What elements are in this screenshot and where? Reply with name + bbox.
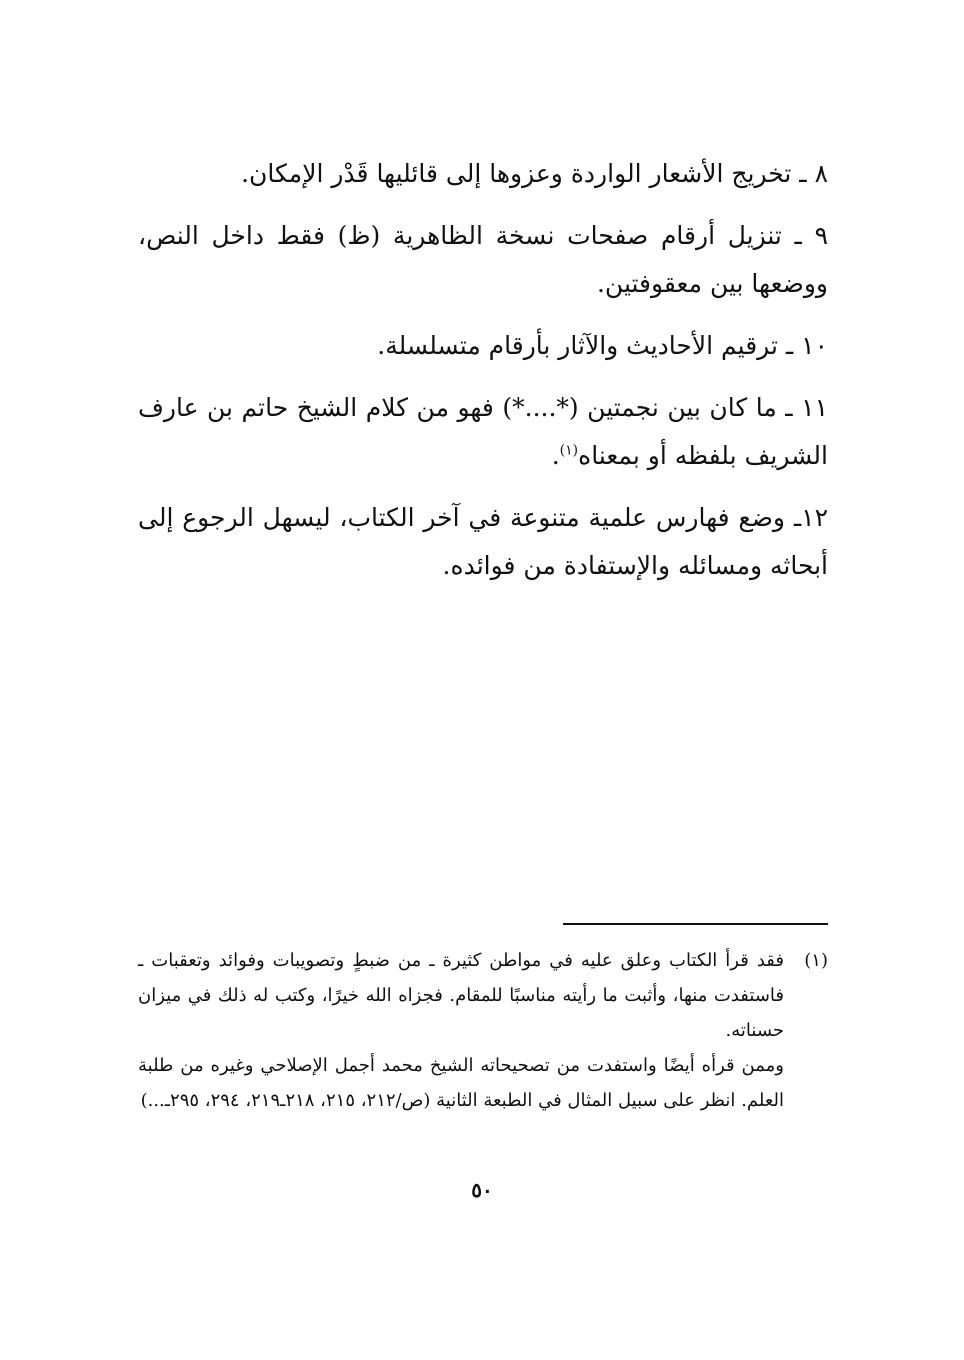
footnote-1 bbox=[138, 943, 828, 1118]
list-item bbox=[138, 384, 828, 480]
item-8-text: ٨ ـ تخريج الأشعار الواردة وعزوها إلى قائليها قَدْر الإمكان. bbox=[241, 159, 828, 188]
main-text-block bbox=[138, 150, 828, 604]
footnote-divider bbox=[563, 923, 828, 925]
list-item bbox=[138, 150, 828, 198]
list-item bbox=[138, 322, 828, 370]
footnote-marker: (١) bbox=[804, 950, 828, 971]
item-9-text: ٩ ـ تنزيل أرقام صفحات نسخة الظاهرية (ظ) فقط داخل النص، ووضعها بين معقوفتين. bbox=[138, 221, 828, 298]
item-11-text: ١١ ـ ما كان بين نجمتين (*....*) فهو من كلام الشيخ حاتم بن عارف الشريف بلفظه أو بمعناه bbox=[138, 393, 828, 470]
item-11-paragraph bbox=[138, 384, 828, 480]
footnote-paragraph-2: وممن قرأه أيضًا واستفدت من تصحيحاته الشيخ محمد أجمل الإصلاحي وغيره من طلبة العلم. انظر على سبيل المثال في الطبعة الثانية (ص/٢١٢، ٢١٥، ٢١٨ـ٢١٩، ٢٩٤، ٢٩٥ـ...) bbox=[138, 1055, 784, 1111]
list-item bbox=[138, 494, 828, 590]
item-11-suffix: . bbox=[551, 441, 560, 470]
footnote-paragraph-1: فقد قرأ الكتاب وعلق عليه في مواطن كثيرة ـ من ضبطٍ وتصويبات وفوائد وتعقبات ـ فاستفدت منها، وأثبت ما رأيته مناسبًا للمقام. فجزاه الله خيرًا، وكتب له ذلك في ميزان حسناته. bbox=[138, 950, 784, 1041]
page-number: ٥٠ bbox=[471, 1178, 493, 1202]
footnote-body bbox=[138, 943, 784, 1118]
footnote-reference[interactable]: (١) bbox=[559, 442, 579, 459]
list-item bbox=[138, 212, 828, 308]
item-12-text: ١٢ـ وضع فهارس علمية متنوعة في آخر الكتاب، ليسهل الرجوع إلى أبحاثه ومسائله والإستفادة من فوائده. bbox=[138, 503, 828, 580]
footnotes-section bbox=[138, 943, 828, 1118]
item-10-text: ١٠ ـ ترقيم الأحاديث والآثار بأرقام متسلسلة. bbox=[377, 331, 828, 360]
